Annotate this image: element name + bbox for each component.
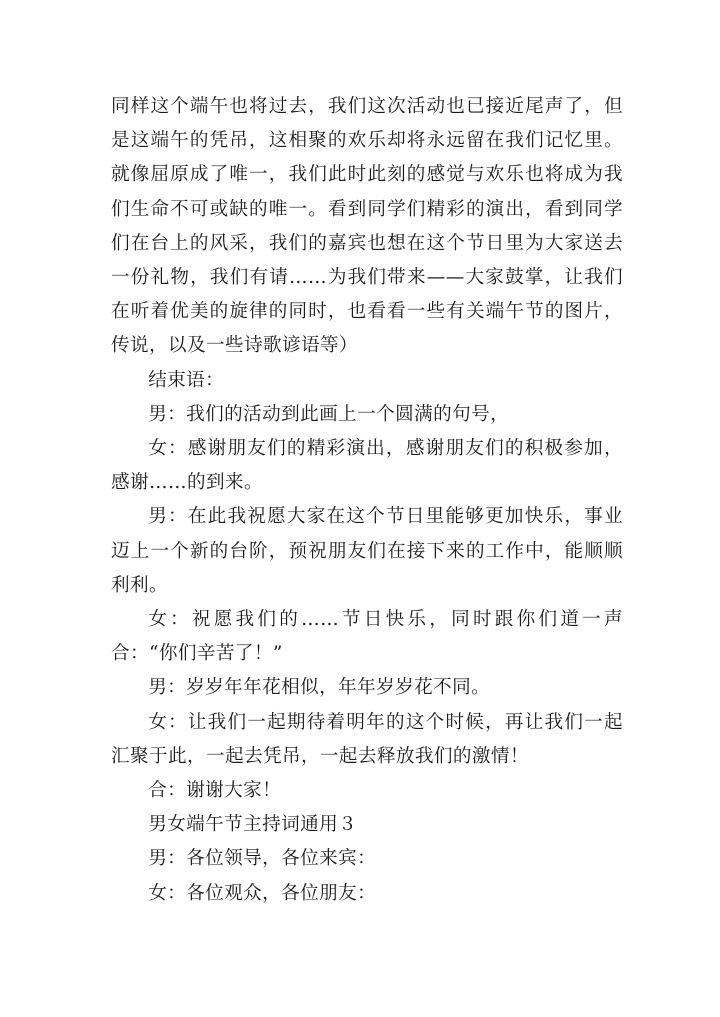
document-body: [111, 90, 623, 911]
paragraph-male-line-1: 男：我们的活动到此画上一个圆满的句号，: [148, 403, 510, 425]
paragraph-together-line: 合：谢谢大家！: [148, 780, 282, 802]
paragraph-male-greeting: 男：各位领导，各位来宾：: [148, 848, 377, 870]
paragraph-closing-heading: 结束语：: [148, 369, 225, 391]
paragraph-female-line-2: 女：祝愿我们的……节日快乐，同时跟你们道一声合：“你们辛苦了！”: [111, 609, 623, 665]
section-title: 男女端午节主持词通用３: [148, 814, 358, 836]
paragraph-intro-continuation: 同样这个端午也将过去，我们这次活动也已接近尾声了，但是这端午的凭吊，这相聚的欢乐却将永远留在我们记忆里。就像屈原成了唯一，我们此时此刻的感觉与欢乐也将成为我们生命不可或缺的唯一。看到同学们精彩的演出，看到同学们在台上的风采，我们的嘉宾也想在这个节日里为大家送去一份礼物，我们有请……为我们带来——大家鼓掌，让我们在听着优美的旋律的同时，也看看一些有关端午节的图片，传说，以及一些诗歌谚语等）: [111, 96, 623, 357]
paragraph-female-greeting: 女：各位观众，各位朋友：: [148, 882, 377, 904]
paragraph-female-line-3: 女：让我们一起期待着明年的这个时候，再让我们一起汇聚于此，一起去凭吊，一起去释放我们的激情！: [111, 711, 623, 767]
paragraph-female-line-1: 女：感谢朋友们的精彩演出，感谢朋友们的积极参加，感谢……的到来。: [111, 438, 623, 494]
paragraph-male-line-2: 男：在此我祝愿大家在这个节日里能够更加快乐，事业迈上一个新的台阶，预祝朋友们在接下来的工作中，能顺顺利利。: [111, 506, 623, 596]
paragraph-male-line-3: 男：岁岁年年花相似，年年岁岁花不同。: [148, 677, 491, 699]
